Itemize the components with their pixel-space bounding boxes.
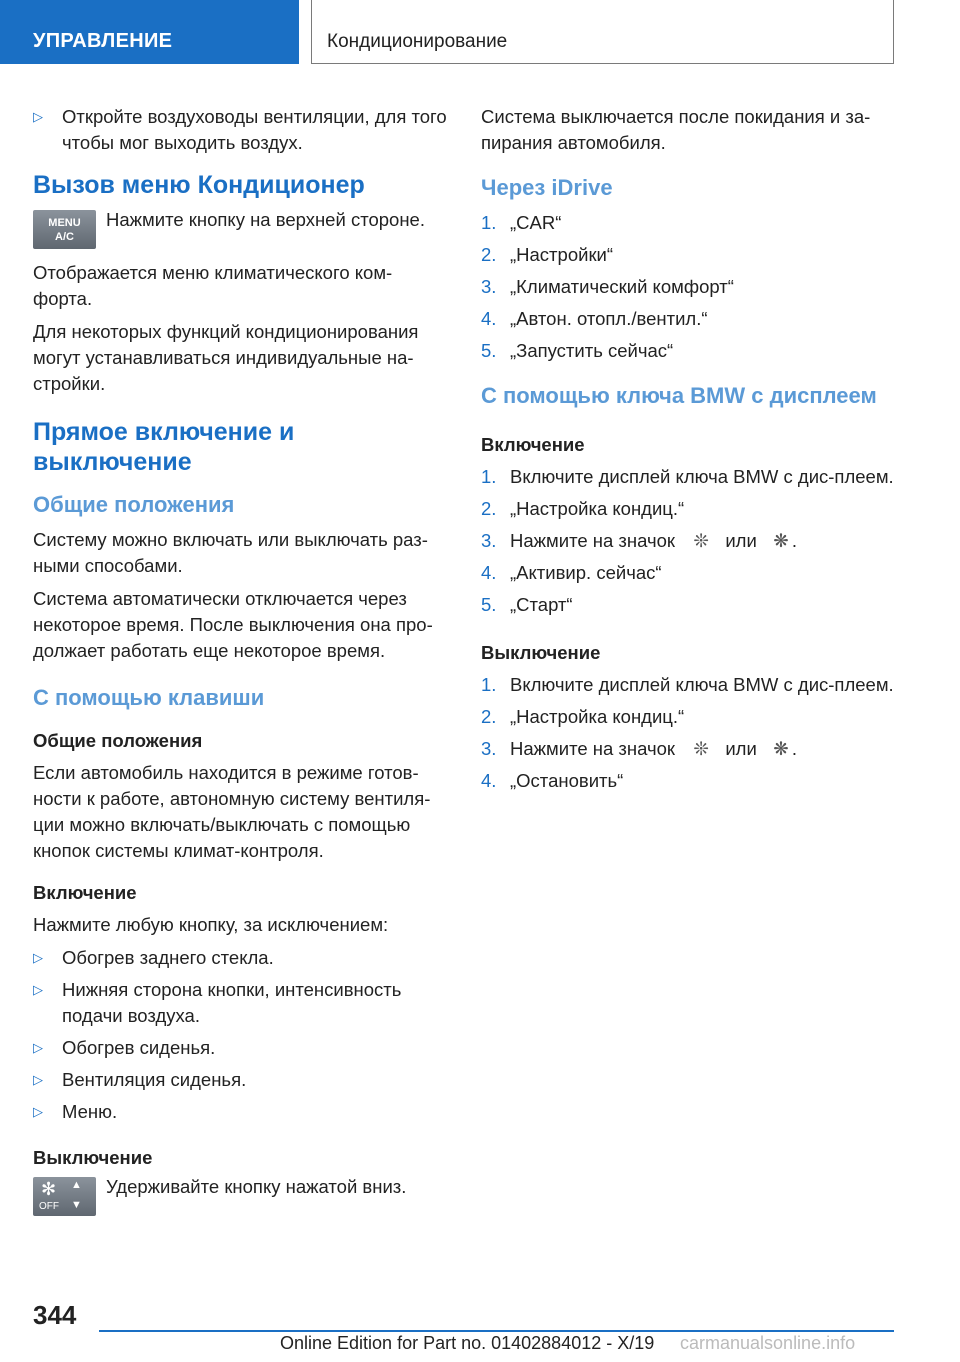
heading-key: С помощью клавиши — [33, 685, 265, 710]
list-item: 2. „Настройка кондиц.“ — [481, 498, 685, 519]
list-item: ▷ Откройте воздуховоды вентиляции, для того чтобы мог выходить воздух. — [33, 106, 447, 153]
triangle-bullet-icon: ▷ — [33, 1104, 43, 1119]
list-item: 2. „Настройки“ — [481, 244, 614, 265]
fan-icon: ❊ — [693, 530, 709, 551]
header-section-title: УПРАВЛЕНИЕ — [33, 30, 173, 52]
fan-off-button-icon: ✻ ▲ ▼ OFF — [33, 1177, 96, 1216]
menu-ac-button-row: MENU A/C Нажмите кнопку на верхней стороне. — [33, 210, 448, 250]
list-item: 4. „Активир. сейчас“ — [481, 562, 662, 583]
heading-on: Включение — [481, 434, 585, 455]
paragraph: Нажмите любую кнопку, за исключением: — [33, 914, 389, 935]
header-section-tab — [0, 0, 299, 64]
paragraph: Для некоторых функций кондиционирования могут устанавливаться индивидуальные на-стройки. — [33, 321, 419, 394]
page-number: 344 — [33, 1300, 77, 1330]
footer-divider — [99, 1330, 894, 1332]
heading-on: Включение — [33, 882, 137, 903]
heading-bmw-key: С помощью ключа BMW с дисплеем — [481, 383, 877, 408]
right-column — [481, 104, 896, 800]
arrow-down-icon: ▼ — [71, 1199, 82, 1211]
paragraph: Систему можно включать или выключать раз-ными способами. — [33, 529, 428, 576]
menu-ac-button-icon: MENU A/C — [33, 210, 96, 249]
fan-heat-icon: ❋ — [773, 738, 789, 759]
paragraph: Система выключается после покидания и за-пирания автомобиля. — [481, 106, 871, 153]
heading-idrive: Через iDrive — [481, 175, 613, 200]
list-item: 3. „Климатический комфорт“ — [481, 276, 734, 297]
heading-off: Выключение — [33, 1147, 153, 1168]
fan-icon: ✻ — [41, 1179, 57, 1199]
off-button-row: ✻ ▲ ▼ OFF Удерживайте кнопку нажатой вниз. — [33, 1177, 448, 1217]
triangle-bullet-icon: ▷ — [33, 1040, 43, 1055]
list-item: 1. Включите дисплей ключа BMW с дис-плеем. — [481, 466, 894, 487]
list-item: 3. Нажмите на значок ❊ или ❋ . — [481, 736, 896, 762]
triangle-bullet-icon: ▷ — [33, 1072, 43, 1087]
list-item: 1. Включите дисплей ключа BMW с дис-плеем. — [481, 674, 894, 695]
list-item: ▷ Вентиляция сиденья. — [33, 1067, 448, 1093]
fan-icon: ❊ — [693, 738, 709, 759]
list-item: ▷ Меню. — [33, 1099, 448, 1125]
fan-heat-icon: ❋ — [773, 530, 789, 551]
watermark: carmanualsonline.info — [680, 1333, 856, 1353]
heading-direct: Прямое включение и выключение — [33, 418, 295, 476]
edition-text: Online Edition for Part no. 01402884012 - X/19 — [280, 1333, 655, 1353]
triangle-bullet-icon: ▷ — [33, 950, 43, 965]
list-item: 4. „Автон. отопл./вентил.“ — [481, 308, 708, 329]
paragraph: Отображается меню климатического ком-форта. — [33, 262, 393, 309]
heading-key-general: Общие положения — [33, 730, 203, 751]
arrow-up-icon: ▲ — [71, 1179, 82, 1191]
list-item: ▷ Нижняя сторона кнопки, интенсивность подачи воздуха. — [33, 979, 402, 1026]
heading-general: Общие положения — [33, 492, 235, 517]
list-item: 1. „CAR“ — [481, 212, 562, 233]
heading-menu: Вызов меню Кондиционер — [33, 171, 365, 199]
list-item: 4. „Остановить“ — [481, 770, 624, 791]
list-item: 2. „Настройка кондиц.“ — [481, 706, 685, 727]
left-column — [33, 104, 448, 1227]
paragraph: Система автоматически отключается через некоторое время. После выключения она про-должает работать еще некоторое время. — [33, 588, 433, 661]
list-item: 3. Нажмите на значок ❊ или ❋ . — [481, 528, 896, 554]
list-item: ▷ Обогрев заднего стекла. — [33, 945, 448, 971]
triangle-bullet-icon: ▷ — [33, 109, 43, 124]
list-item: 5. „Старт“ — [481, 594, 573, 615]
header-chapter-title: Кондиционирование — [327, 31, 508, 52]
header-chapter-box — [311, 0, 894, 64]
triangle-bullet-icon: ▷ — [33, 982, 43, 997]
list-item: 5. „Запустить сейчас“ — [481, 340, 674, 361]
heading-off: Выключение — [481, 642, 601, 663]
list-item: ▷ Обогрев сиденья. — [33, 1035, 448, 1061]
paragraph: Если автомобиль находится в режиме готов-ности к работе, автономную систему вентиля-ции можно включать/выключать с помощью кнопок системы климат-контроля. — [33, 762, 431, 861]
